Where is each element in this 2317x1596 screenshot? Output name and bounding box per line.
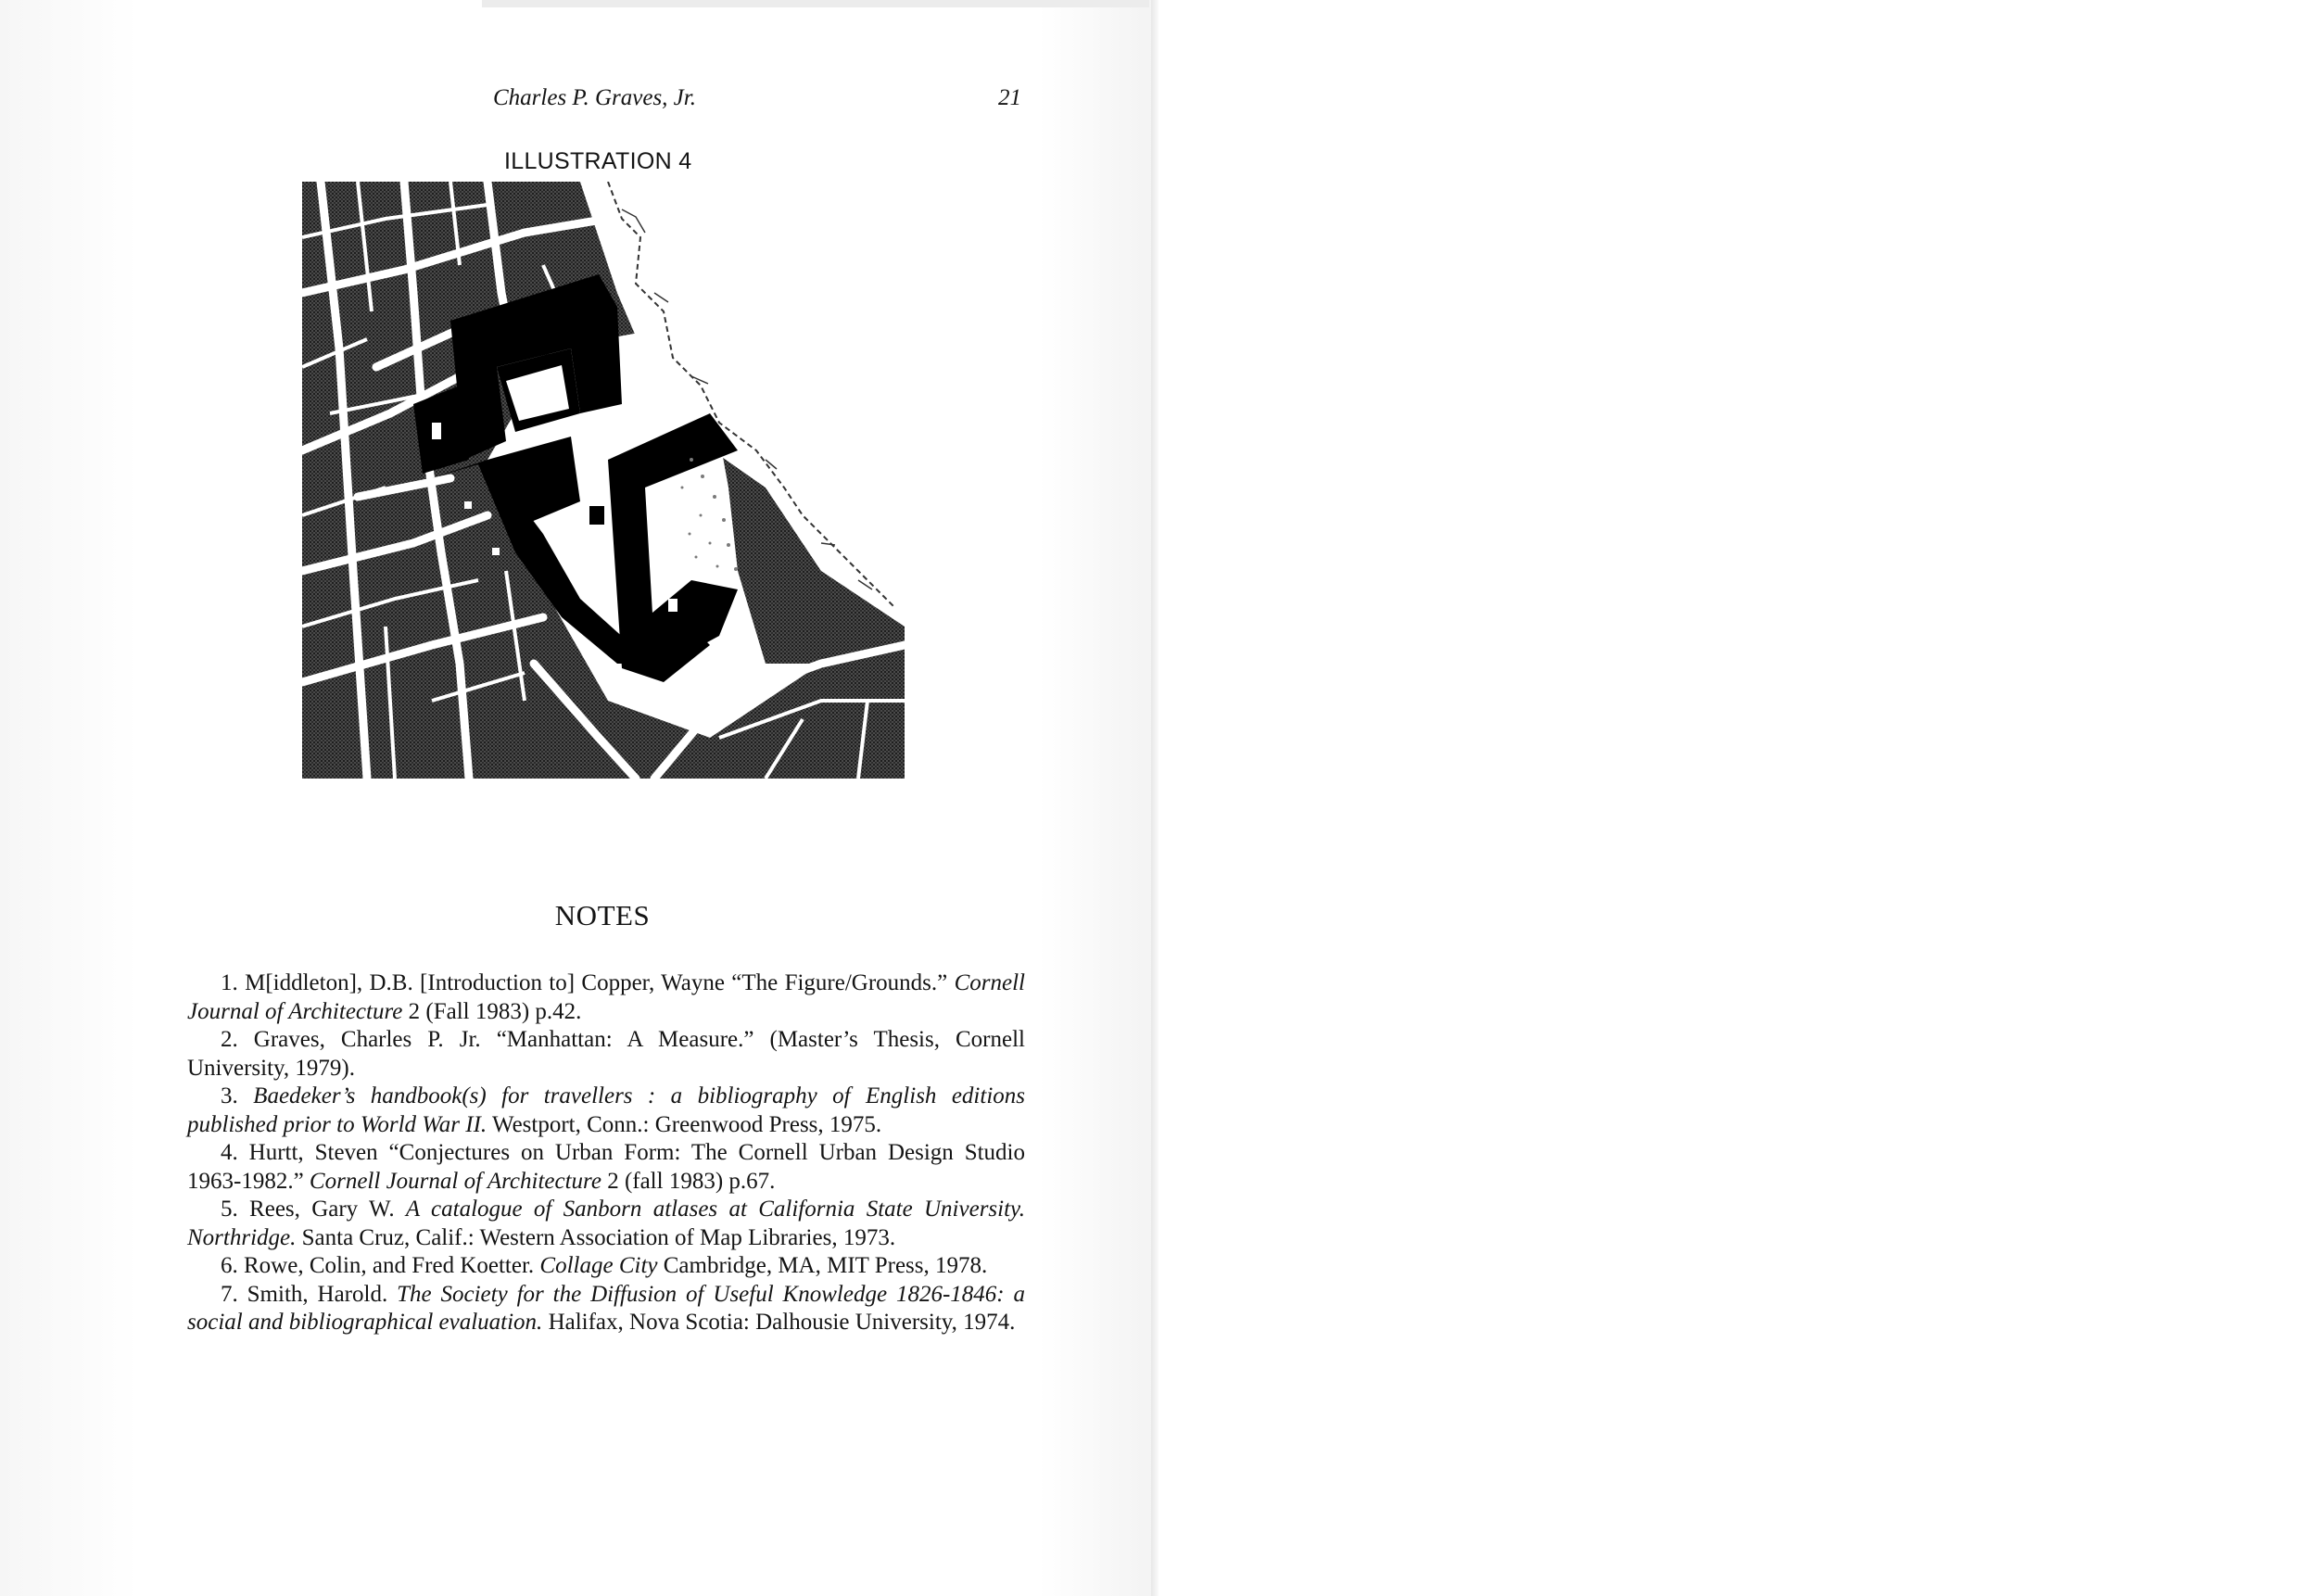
note-item: 6. Rowe, Colin, and Fred Koetter. Collage City Cambridge, MA, MIT Press, 1978. [221,1253,988,1278]
book-gutter [1151,0,1158,1596]
illustration-caption: ILLUSTRATION 4 [504,148,692,174]
note-item: 1. M[iddleton], D.B. [Introduction to] Copper, Wayne “The Figure/Grounds.” Cornell Journal of Architecture 2 (Fall 1983) p.42. [187,970,1025,1024]
figure-ground-map-icon [302,182,905,779]
notes-list [187,969,1025,1337]
page-number: 21 [998,85,1021,110]
note-item: 4. Hurtt, Steven “Conjectures on Urban Form: The Cornell Urban Design Studio 1963-1982.” Cornell Journal of Architecture 2 (fall 1983) p.67. [187,1140,1025,1194]
note-item: 3. Baedeker’s handbook(s) for travellers : a bibliography of English editions published prior to World War II. Westport, Conn.: Greenwood Press, 1975. [187,1083,1025,1137]
note-item: 7. Smith, Harold. The Society for the Diffusion of Useful Knowledge 1826-1846: a social and bibliographical evaluation. Halifax, Nova Scotia: Dalhousie University, 1974. [187,1281,1025,1335]
note-item: 2. Graves, Charles P. Jr. “Manhattan: A Measure.” (Master’s Thesis, Cornell University, 1979). [187,1027,1025,1081]
page-top-edge [482,0,1149,7]
note-item: 5. Rees, Gary W. A catalogue of Sanborn atlases at California State University. Northridge. Santa Cruz, Calif.: Western Association of Map Libraries, 1973. [187,1197,1026,1250]
running-author: Charles P. Graves, Jr. [493,85,696,110]
notes-heading: NOTES [554,899,651,931]
